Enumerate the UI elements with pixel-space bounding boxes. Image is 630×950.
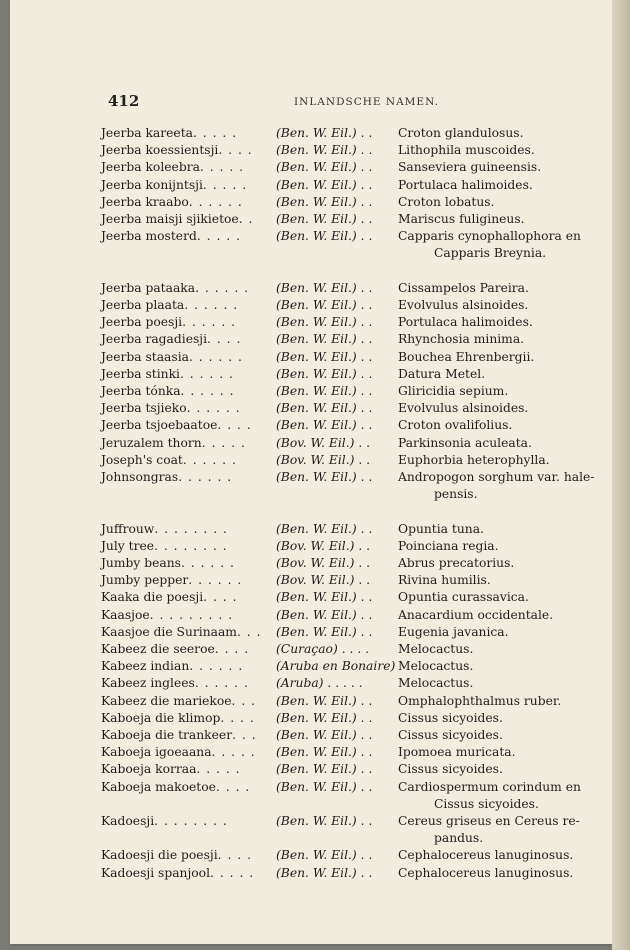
- glossary-entry: [10, 436, 616, 453]
- glossary-entry: [10, 281, 616, 298]
- glossary-entry: [10, 195, 616, 212]
- entry-term: Kaboeja die trankeer. . .: [101, 728, 257, 742]
- glossary-entry: [10, 332, 616, 349]
- entry-plant-name-continued: pandus.: [434, 831, 484, 846]
- entry-source: (Bov. W. Eil.) . .: [276, 538, 371, 553]
- glossary-entry: [10, 315, 616, 332]
- entry-plant-name: Rivina humilis.: [398, 573, 491, 588]
- entry-plant-name: Portulaca halimoides.: [398, 315, 533, 330]
- entry-source: (Ben. W. Eil.) . .: [276, 779, 373, 794]
- entry-plant-name: Cereus griseus en Cereus re-: [398, 814, 580, 828]
- entry-plant-name: Abrus precatorius.: [398, 556, 515, 570]
- entry-source: (Ben. W. Eil.) . .: [276, 710, 373, 725]
- entry-source: (Ben. W. Eil.) . .: [276, 693, 373, 708]
- glossary-entry: [10, 780, 616, 797]
- entry-source: (Ben. W. Eil.) . .: [276, 521, 373, 536]
- entry-plant-name: Sanseviera guineensis.: [398, 160, 542, 175]
- glossary-entry: [10, 401, 616, 418]
- entry-source: (Ben. W. Eil.) . .: [276, 349, 373, 364]
- glossary-entry: [10, 762, 616, 779]
- glossary-entry: [10, 625, 616, 642]
- glossary-entry: [10, 298, 616, 315]
- book-page: [10, 0, 616, 944]
- entry-plant-name: Melocactus.: [398, 659, 474, 674]
- entry-plant-name: Cissus sicyoides.: [398, 710, 503, 725]
- entry-source: (Ben. W. Eil.) . .: [276, 143, 373, 158]
- entry-source: (Ben. W. Eil.) . .: [276, 212, 373, 226]
- entry-plant-name: Cardiospermum corindum en: [398, 779, 581, 794]
- glossary-entry: [10, 418, 616, 435]
- entry-term: Jeerba ragadiesji. . . .: [101, 332, 242, 347]
- entry-plant-name: Opuntia curassavica.: [398, 590, 529, 605]
- entry-plant-name: Andropogon sorghum var. hale-: [398, 470, 595, 484]
- entry-term: Jeerba tsjieko. . . . . .: [101, 401, 241, 416]
- entry-plant-name: Capparis cynophallophora en: [398, 229, 581, 244]
- entry-term: July tree. . . . . . . .: [101, 538, 228, 553]
- entry-plant-name: Portulaca halimoides.: [398, 177, 533, 192]
- glossary-entry: [10, 160, 616, 177]
- entry-source: (Ben. W. Eil.) . .: [276, 280, 373, 295]
- entry-plant-name: Croton lobatus.: [398, 194, 495, 209]
- entry-source: (Ben. W. Eil.) . .: [276, 728, 373, 742]
- entry-source: (Ben. W. Eil.) . .: [276, 814, 373, 828]
- entry-source: (Bov. W. Eil.) . .: [276, 573, 371, 588]
- glossary-entry-continuation: [10, 246, 616, 263]
- entry-term: Kaaka die poesji. . . .: [101, 590, 238, 605]
- glossary-entry: [10, 745, 616, 762]
- entry-term: Jeerba koleebra. . . . .: [101, 160, 245, 175]
- glossary-entry: [10, 659, 616, 676]
- glossary-entry: [10, 728, 616, 745]
- glossary-entry: [10, 143, 616, 160]
- entry-term: Jeruzalem thorn. . . . .: [101, 435, 246, 450]
- entry-plant-name: Croton ovalifolius.: [398, 418, 513, 433]
- entry-plant-name: Mariscus fuligineus.: [398, 212, 525, 226]
- entry-term: Kadoesji die poesji. . . .: [101, 848, 253, 863]
- glossary-entry-continuation: [10, 797, 616, 814]
- entry-plant-name: Poinciana regia.: [398, 538, 499, 553]
- entry-source: (Ben. W. Eil.) . .: [276, 229, 373, 244]
- entry-source: (Ben. W. Eil.) . .: [276, 126, 373, 140]
- entry-plant-name: Datura Metel.: [398, 366, 486, 381]
- entry-source: (Ben. W. Eil.) . .: [276, 401, 373, 416]
- entry-term: Kaboeja igoeaana. . . . .: [101, 745, 256, 760]
- entry-term: Jeerba poesji. . . . . .: [101, 315, 237, 330]
- entry-term: Kabeez inglees. . . . . .: [101, 676, 249, 691]
- glossary-entry: [10, 556, 616, 573]
- entry-source: (Aruba) . . . . .: [276, 676, 363, 691]
- glossary-entries: [10, 0, 616, 944]
- entry-term: Kabeez indian. . . . . .: [101, 659, 244, 674]
- glossary-entry: [10, 539, 616, 556]
- entry-source: (Ben. W. Eil.) . .: [276, 607, 373, 622]
- glossary-entry: [10, 229, 616, 246]
- entry-plant-name: Eugenia javanica.: [398, 624, 509, 639]
- entry-plant-name: Cissampelos Pareira.: [398, 280, 529, 295]
- entry-plant-name: Evolvulus alsinoides.: [398, 298, 529, 312]
- entry-plant-name: Lithophila muscoides.: [398, 143, 535, 158]
- entry-term: Juffrouw. . . . . . . .: [101, 521, 228, 536]
- entry-source: (Ben. W. Eil.) . .: [276, 762, 373, 777]
- glossary-entry: [10, 694, 616, 711]
- glossary-entry: [10, 590, 616, 607]
- glossary-entry: [10, 848, 616, 865]
- entry-plant-name: Cissus sicyoides.: [398, 762, 503, 777]
- entry-source: (Ben. W. Eil.) . .: [276, 624, 373, 639]
- entry-term: Jumby beans. . . . . .: [101, 556, 235, 570]
- entry-term: Jeerba maisji sjikietoe. .: [101, 212, 254, 226]
- entry-source: (Bov. W. Eil.) . .: [276, 435, 371, 450]
- page-number: 412: [108, 92, 140, 110]
- entry-source: (Ben. W. Eil.) . .: [276, 332, 373, 347]
- entry-plant-name-continued: pensis.: [434, 487, 478, 502]
- entry-term: Kaboeja makoetoe. . . .: [101, 779, 251, 794]
- entry-plant-name: Euphorbia heterophylla.: [398, 452, 550, 467]
- entry-source: (Ben. W. Eil.) . .: [276, 745, 373, 760]
- entry-source: (Ben. W. Eil.) . .: [276, 590, 373, 605]
- entry-term: Jeerba staasia. . . . . .: [101, 349, 243, 364]
- entry-term: Joseph's coat. . . . . .: [101, 452, 237, 467]
- glossary-entry: [10, 711, 616, 728]
- entry-term: Jeerba pataaka. . . . . .: [101, 280, 250, 295]
- entry-source: (Ben. W. Eil.) . .: [276, 848, 373, 863]
- glossary-entry: [10, 608, 616, 625]
- entry-term: Jeerba plaata. . . . . .: [101, 298, 239, 312]
- entry-term: Jeerba stinki. . . . . .: [101, 366, 234, 381]
- entry-source: (Ben. W. Eil.) . .: [276, 160, 373, 175]
- glossary-entry: [10, 814, 616, 831]
- entry-term: Jeerba koessientsji. . . .: [101, 143, 253, 158]
- entry-source: (Ben. W. Eil.) . .: [276, 177, 373, 192]
- entry-term: Kaboeja die klimop. . . .: [101, 710, 255, 725]
- entry-term: Kadoesji. . . . . . . .: [101, 814, 228, 828]
- entry-term: Jumby pepper. . . . . .: [101, 573, 243, 588]
- entry-plant-name: Anacardium occidentale.: [398, 607, 554, 622]
- glossary-entry: [10, 522, 616, 539]
- entry-source: (Ben. W. Eil.) . .: [276, 470, 373, 484]
- entry-plant-name: Gliricidia sepium.: [398, 384, 509, 398]
- glossary-entry: [10, 453, 616, 470]
- entry-term: Jeerba kraabo. . . . . .: [101, 194, 243, 209]
- running-head: INLANDSCHE NAMEN.: [294, 96, 439, 108]
- glossary-entry: [10, 470, 616, 487]
- entry-source: (Ben. W. Eil.) . .: [276, 366, 373, 381]
- entry-plant-name-continued: Capparis Breynia.: [434, 246, 547, 261]
- entry-plant-name: Cephalocereus lanuginosus.: [398, 848, 574, 863]
- glossary-entry-continuation: [10, 487, 616, 504]
- entry-term: Jeerba kareeta. . . . .: [101, 126, 238, 140]
- entry-term: Jeerba tónka. . . . . .: [101, 384, 235, 398]
- entry-plant-name: Melocactus.: [398, 676, 474, 691]
- entry-term: Jeerba mosterd. . . . .: [101, 229, 242, 244]
- glossary-entry-continuation: [10, 831, 616, 848]
- entry-source: (Aruba en Bonaire): [276, 659, 396, 674]
- glossary-entry: [10, 367, 616, 384]
- entry-plant-name: Bouchea Ehrenbergii.: [398, 349, 535, 364]
- entry-source: (Ben. W. Eil.) . .: [276, 384, 373, 398]
- entry-source: (Ben. W. Eil.) . .: [276, 315, 373, 330]
- entry-term: Jeerba konijntsji. . . . .: [101, 177, 248, 192]
- entry-term: Jeerba tsjoebaatoe. . . .: [101, 418, 252, 433]
- entry-plant-name: Evolvulus alsinoides.: [398, 401, 529, 416]
- entry-plant-name: Croton glandulosus.: [398, 126, 524, 140]
- glossary-entry: [10, 212, 616, 229]
- entry-term: Kaasjoe. . . . . . . . .: [101, 607, 234, 622]
- entry-term: Kadoesji spanjool. . . . .: [101, 865, 255, 880]
- entry-source: (Bov. W. Eil.) . .: [276, 556, 371, 570]
- glossary-entry: [10, 573, 616, 590]
- entry-plant-name: Cephalocereus lanuginosus.: [398, 865, 574, 880]
- entry-source: (Bov. W. Eil.) . .: [276, 452, 371, 467]
- entry-source: (Curaçao) . . . .: [276, 642, 370, 656]
- entry-plant-name: Parkinsonia aculeata.: [398, 435, 532, 450]
- entry-plant-name: Omphalophthalmus ruber.: [398, 693, 562, 708]
- adjacent-page-edge: [612, 0, 630, 950]
- glossary-entry: [10, 384, 616, 401]
- glossary-entry: [10, 126, 616, 143]
- entry-plant-name: Ipomoea muricata.: [398, 745, 516, 760]
- glossary-entry: [10, 866, 616, 883]
- entry-plant-name: Melocactus.: [398, 642, 474, 656]
- entry-plant-name: Cissus sicyoides.: [398, 728, 503, 742]
- entry-term: Johnsongras. . . . . .: [101, 470, 233, 484]
- entry-term: Kabeez die seeroe. . . .: [101, 642, 250, 656]
- entry-term: Kabeez die mariekoe. . .: [101, 693, 257, 708]
- entry-plant-name: Rhynchosia minima.: [398, 332, 525, 347]
- entry-source: (Ben. W. Eil.) . .: [276, 194, 373, 209]
- entry-plant-name-continued: Cissus sicyoides.: [434, 796, 539, 811]
- glossary-entry: [10, 350, 616, 367]
- glossary-entry: [10, 676, 616, 693]
- entry-source: (Ben. W. Eil.) . .: [276, 865, 373, 880]
- glossary-entry: [10, 178, 616, 195]
- entry-term: Kaboeja korraa. . . . .: [101, 762, 241, 777]
- glossary-entry: [10, 642, 616, 659]
- entry-plant-name: Opuntia tuna.: [398, 521, 484, 536]
- entry-term: Kaasjoe die Surinaam. . .: [101, 624, 262, 639]
- entry-source: (Ben. W. Eil.) . .: [276, 298, 373, 312]
- entry-source: (Ben. W. Eil.) . .: [276, 418, 373, 433]
